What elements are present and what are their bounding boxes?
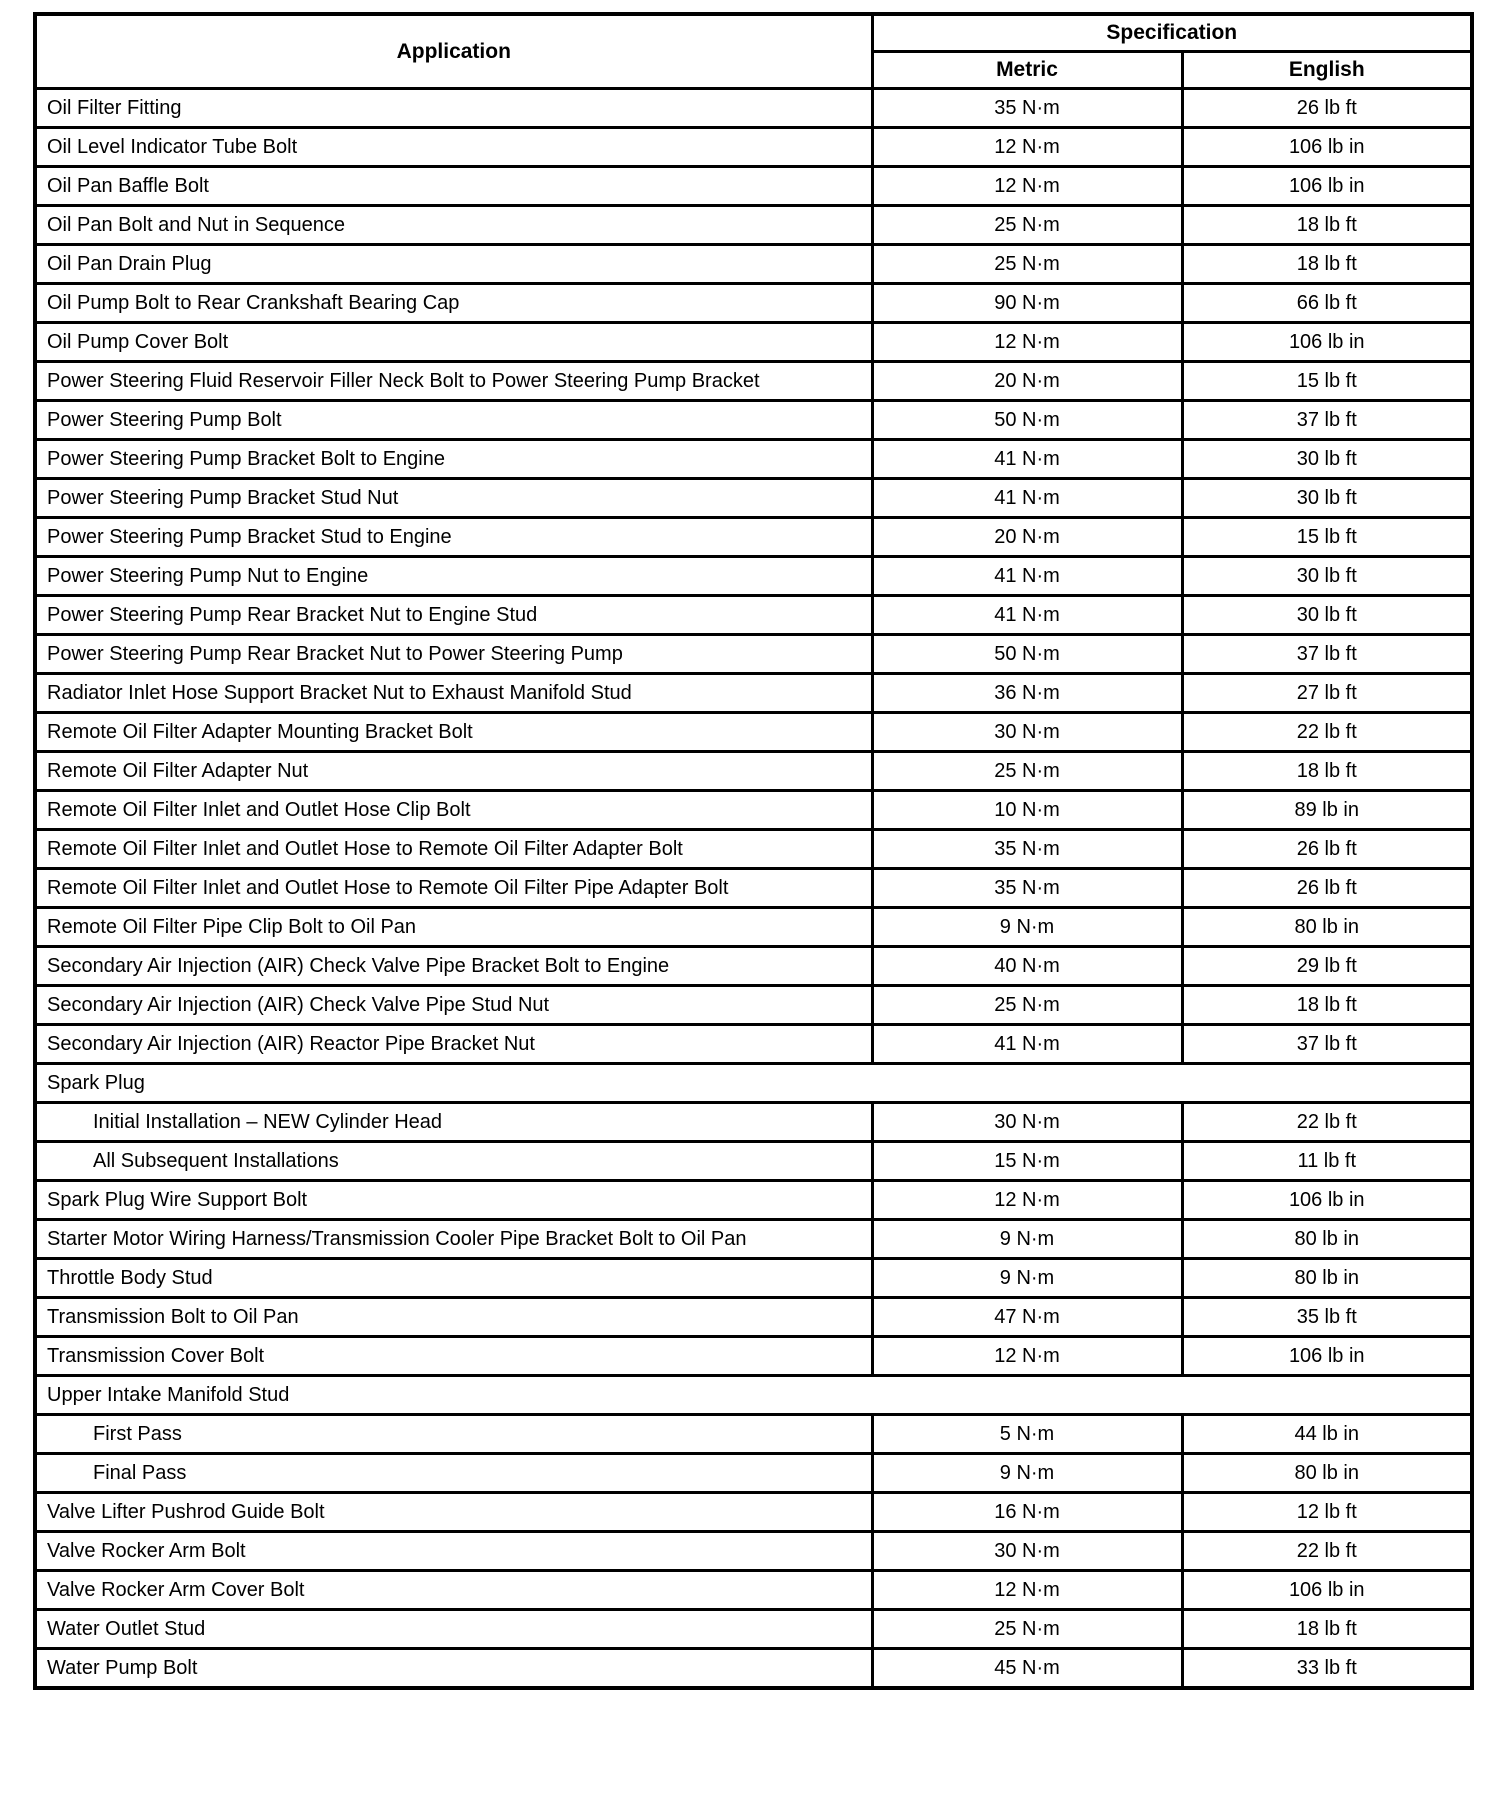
english-value-cell: 106 lb in (1182, 1337, 1472, 1376)
table-row (35, 362, 1472, 401)
table-row (35, 557, 1472, 596)
english-value-cell: 80 lb in (1182, 908, 1472, 947)
table-row (35, 1337, 1472, 1376)
english-value-cell: 15 lb ft (1182, 362, 1472, 401)
table-row (35, 518, 1472, 557)
application-cell: Remote Oil Filter Adapter Mounting Bracket Bolt (35, 713, 872, 752)
metric-value-cell: 20 N·m (872, 362, 1182, 401)
metric-value-cell: 9 N·m (872, 1220, 1182, 1259)
application-cell: Remote Oil Filter Inlet and Outlet Hose Clip Bolt (35, 791, 872, 830)
table-row (35, 1181, 1472, 1220)
english-value-cell: 35 lb ft (1182, 1298, 1472, 1337)
english-value-cell: 18 lb ft (1182, 206, 1472, 245)
metric-value-cell: 35 N·m (872, 830, 1182, 869)
table-row (35, 128, 1472, 167)
table-row (35, 167, 1472, 206)
application-cell: Power Steering Pump Bracket Stud Nut (35, 479, 872, 518)
metric-value-cell: 5 N·m (872, 1415, 1182, 1454)
application-cell: Secondary Air Injection (AIR) Reactor Pipe Bracket Nut (35, 1025, 872, 1064)
table-row (35, 206, 1472, 245)
table-row (35, 986, 1472, 1025)
spec-table-body (35, 89, 1472, 1689)
english-value-cell: 106 lb in (1182, 167, 1472, 206)
metric-value-cell: 25 N·m (872, 752, 1182, 791)
english-value-cell: 26 lb ft (1182, 89, 1472, 128)
english-value-cell: 89 lb in (1182, 791, 1472, 830)
table-row (35, 635, 1472, 674)
english-value-cell: 33 lb ft (1182, 1649, 1472, 1689)
metric-value-cell: 16 N·m (872, 1493, 1182, 1532)
application-cell: Oil Pan Bolt and Nut in Sequence (35, 206, 872, 245)
application-cell: Remote Oil Filter Pipe Clip Bolt to Oil Pan (35, 908, 872, 947)
metric-value-cell: 50 N·m (872, 635, 1182, 674)
metric-value-cell: 25 N·m (872, 206, 1182, 245)
torque-specification-table (33, 12, 1474, 1690)
application-cell: Valve Rocker Arm Cover Bolt (35, 1571, 872, 1610)
application-cell: Transmission Bolt to Oil Pan (35, 1298, 872, 1337)
table-row (35, 1610, 1472, 1649)
english-value-cell: 26 lb ft (1182, 869, 1472, 908)
application-cell: Remote Oil Filter Inlet and Outlet Hose to Remote Oil Filter Pipe Adapter Bolt (35, 869, 872, 908)
metric-value-cell: 25 N·m (872, 986, 1182, 1025)
english-value-cell: 66 lb ft (1182, 284, 1472, 323)
english-value-cell: 37 lb ft (1182, 401, 1472, 440)
application-cell: Power Steering Pump Bracket Bolt to Engine (35, 440, 872, 479)
english-value-cell: 80 lb in (1182, 1220, 1472, 1259)
english-value-cell: 11 lb ft (1182, 1142, 1472, 1181)
english-value-cell: 22 lb ft (1182, 1532, 1472, 1571)
english-value-cell: 27 lb ft (1182, 674, 1472, 713)
table-row (35, 752, 1472, 791)
english-value-cell: 29 lb ft (1182, 947, 1472, 986)
table-row (35, 947, 1472, 986)
english-value-cell: 106 lb in (1182, 128, 1472, 167)
application-cell: Power Steering Pump Rear Bracket Nut to Power Steering Pump (35, 635, 872, 674)
english-value-cell: 80 lb in (1182, 1259, 1472, 1298)
english-value-cell: 18 lb ft (1182, 245, 1472, 284)
english-value-cell: 22 lb ft (1182, 713, 1472, 752)
english-value-cell: 44 lb in (1182, 1415, 1472, 1454)
application-cell: Power Steering Pump Bracket Stud to Engine (35, 518, 872, 557)
english-value-cell: 30 lb ft (1182, 440, 1472, 479)
table-row (35, 1025, 1472, 1064)
application-cell: Oil Level Indicator Tube Bolt (35, 128, 872, 167)
metric-value-cell: 36 N·m (872, 674, 1182, 713)
english-value-cell: 15 lb ft (1182, 518, 1472, 557)
english-column-header: English (1182, 52, 1472, 89)
application-cell: Spark Plug Wire Support Bolt (35, 1181, 872, 1220)
table-row (35, 479, 1472, 518)
english-value-cell: 80 lb in (1182, 1454, 1472, 1493)
metric-value-cell: 45 N·m (872, 1649, 1182, 1689)
table-row (35, 1493, 1472, 1532)
metric-value-cell: 25 N·m (872, 245, 1182, 284)
table-row (35, 674, 1472, 713)
table-row (35, 89, 1472, 128)
application-cell: Oil Pump Bolt to Rear Crankshaft Bearing Cap (35, 284, 872, 323)
english-value-cell: 37 lb ft (1182, 1025, 1472, 1064)
section-row (35, 1376, 1472, 1415)
table-row (35, 908, 1472, 947)
english-value-cell: 37 lb ft (1182, 635, 1472, 674)
metric-value-cell: 30 N·m (872, 1103, 1182, 1142)
table-row (35, 1103, 1472, 1142)
application-cell: Radiator Inlet Hose Support Bracket Nut to Exhaust Manifold Stud (35, 674, 872, 713)
metric-value-cell: 12 N·m (872, 128, 1182, 167)
metric-value-cell: 50 N·m (872, 401, 1182, 440)
table-row (35, 440, 1472, 479)
metric-value-cell: 40 N·m (872, 947, 1182, 986)
english-value-cell: 106 lb in (1182, 323, 1472, 362)
application-column-header: Application (35, 14, 872, 89)
header-row-specification (35, 14, 1472, 52)
english-value-cell: 26 lb ft (1182, 830, 1472, 869)
metric-value-cell: 9 N·m (872, 908, 1182, 947)
application-cell: Upper Intake Manifold Stud (35, 1376, 1472, 1415)
table-row (35, 1571, 1472, 1610)
application-cell: Power Steering Pump Nut to Engine (35, 557, 872, 596)
table-row (35, 1298, 1472, 1337)
metric-value-cell: 47 N·m (872, 1298, 1182, 1337)
metric-value-cell: 30 N·m (872, 1532, 1182, 1571)
metric-value-cell: 9 N·m (872, 1454, 1182, 1493)
application-cell: First Pass (35, 1415, 872, 1454)
application-cell: Power Steering Pump Rear Bracket Nut to Engine Stud (35, 596, 872, 635)
table-row (35, 713, 1472, 752)
metric-value-cell: 10 N·m (872, 791, 1182, 830)
application-cell: Power Steering Fluid Reservoir Filler Neck Bolt to Power Steering Pump Bracket (35, 362, 872, 401)
application-cell: Starter Motor Wiring Harness/Transmission Cooler Pipe Bracket Bolt to Oil Pan (35, 1220, 872, 1259)
application-cell: Valve Rocker Arm Bolt (35, 1532, 872, 1571)
application-cell: Power Steering Pump Bolt (35, 401, 872, 440)
application-cell: Final Pass (35, 1454, 872, 1493)
table-row (35, 1259, 1472, 1298)
application-cell: Oil Pan Drain Plug (35, 245, 872, 284)
application-cell: Valve Lifter Pushrod Guide Bolt (35, 1493, 872, 1532)
application-cell: Remote Oil Filter Adapter Nut (35, 752, 872, 791)
table-row (35, 869, 1472, 908)
metric-value-cell: 9 N·m (872, 1259, 1182, 1298)
application-cell: Water Outlet Stud (35, 1610, 872, 1649)
section-row (35, 1064, 1472, 1103)
application-cell: Spark Plug (35, 1064, 1472, 1103)
table-row (35, 401, 1472, 440)
metric-value-cell: 12 N·m (872, 1337, 1182, 1376)
metric-value-cell: 35 N·m (872, 869, 1182, 908)
table-row (35, 245, 1472, 284)
english-value-cell: 18 lb ft (1182, 752, 1472, 791)
table-row (35, 1415, 1472, 1454)
english-value-cell: 30 lb ft (1182, 596, 1472, 635)
table-row (35, 1649, 1472, 1689)
metric-value-cell: 12 N·m (872, 1571, 1182, 1610)
metric-value-cell: 41 N·m (872, 1025, 1182, 1064)
table-row (35, 1142, 1472, 1181)
english-value-cell: 106 lb in (1182, 1181, 1472, 1220)
table-row (35, 596, 1472, 635)
metric-column-header: Metric (872, 52, 1182, 89)
metric-value-cell: 12 N·m (872, 323, 1182, 362)
table-row (35, 284, 1472, 323)
application-cell: Initial Installation – NEW Cylinder Head (35, 1103, 872, 1142)
metric-value-cell: 30 N·m (872, 713, 1182, 752)
metric-value-cell: 90 N·m (872, 284, 1182, 323)
metric-value-cell: 41 N·m (872, 557, 1182, 596)
table-row (35, 1532, 1472, 1571)
table-row (35, 323, 1472, 362)
application-cell: Oil Pump Cover Bolt (35, 323, 872, 362)
metric-value-cell: 25 N·m (872, 1610, 1182, 1649)
metric-value-cell: 15 N·m (872, 1142, 1182, 1181)
application-cell: Secondary Air Injection (AIR) Check Valve Pipe Stud Nut (35, 986, 872, 1025)
application-cell: Oil Pan Baffle Bolt (35, 167, 872, 206)
table-row (35, 1220, 1472, 1259)
table-row (35, 830, 1472, 869)
application-cell: All Subsequent Installations (35, 1142, 872, 1181)
metric-value-cell: 35 N·m (872, 89, 1182, 128)
metric-value-cell: 41 N·m (872, 596, 1182, 635)
english-value-cell: 12 lb ft (1182, 1493, 1472, 1532)
metric-value-cell: 41 N·m (872, 440, 1182, 479)
application-cell: Remote Oil Filter Inlet and Outlet Hose to Remote Oil Filter Adapter Bolt (35, 830, 872, 869)
metric-value-cell: 12 N·m (872, 1181, 1182, 1220)
metric-value-cell: 20 N·m (872, 518, 1182, 557)
english-value-cell: 18 lb ft (1182, 1610, 1472, 1649)
english-value-cell: 30 lb ft (1182, 557, 1472, 596)
table-row (35, 1454, 1472, 1493)
application-cell: Transmission Cover Bolt (35, 1337, 872, 1376)
application-cell: Water Pump Bolt (35, 1649, 872, 1689)
metric-value-cell: 41 N·m (872, 479, 1182, 518)
english-value-cell: 30 lb ft (1182, 479, 1472, 518)
application-cell: Secondary Air Injection (AIR) Check Valve Pipe Bracket Bolt to Engine (35, 947, 872, 986)
application-cell: Oil Filter Fitting (35, 89, 872, 128)
metric-value-cell: 12 N·m (872, 167, 1182, 206)
application-cell: Throttle Body Stud (35, 1259, 872, 1298)
english-value-cell: 18 lb ft (1182, 986, 1472, 1025)
table-row (35, 791, 1472, 830)
english-value-cell: 22 lb ft (1182, 1103, 1472, 1142)
english-value-cell: 106 lb in (1182, 1571, 1472, 1610)
specification-column-header: Specification (872, 14, 1472, 52)
